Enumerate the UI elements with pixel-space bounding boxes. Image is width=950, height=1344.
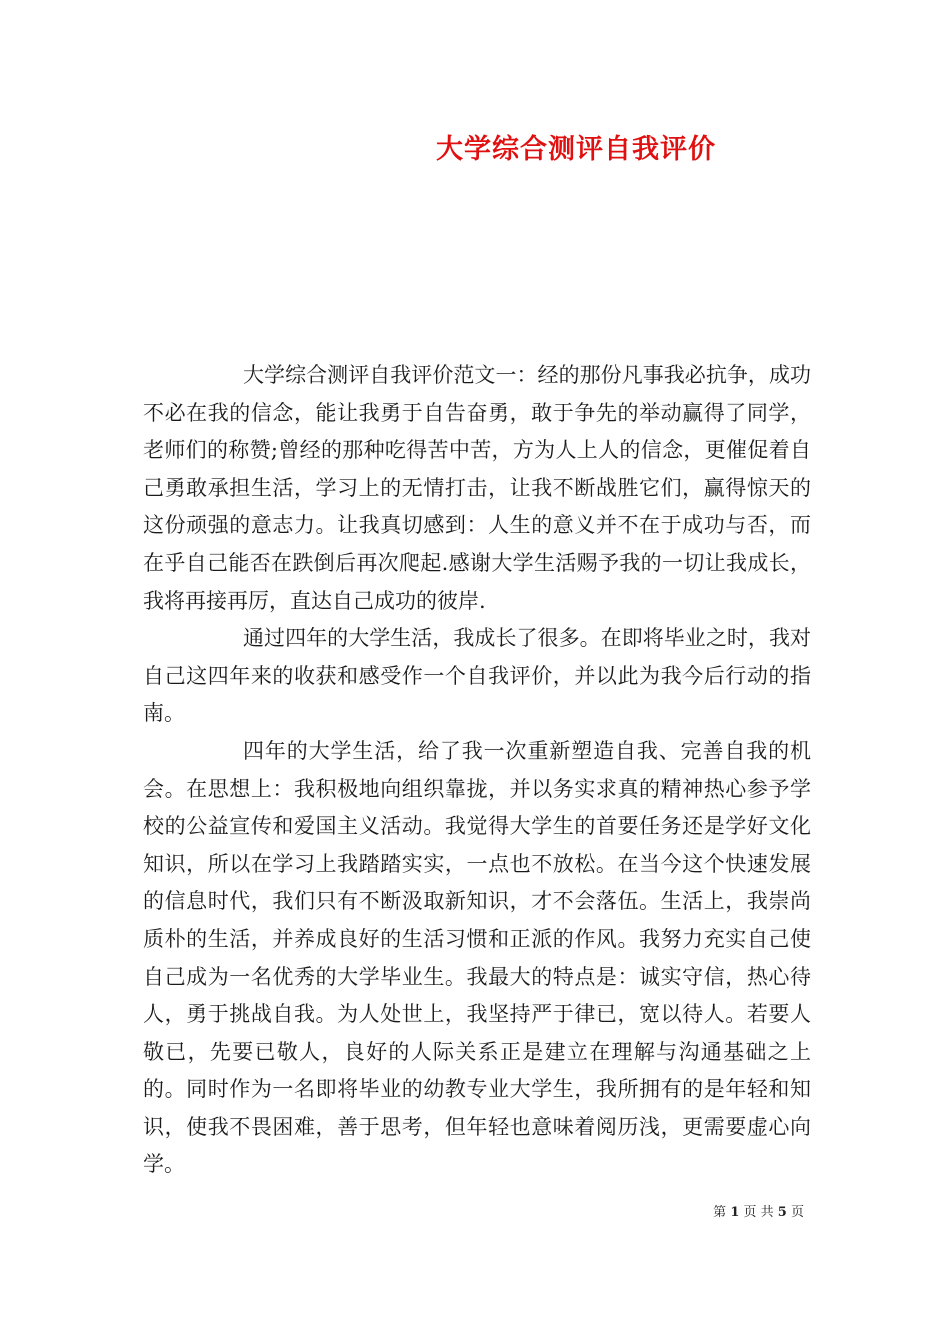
footer-suffix: 页 — [790, 1205, 804, 1220]
document-title: 大学综合测评自我评价 — [436, 134, 716, 165]
paragraph-1: 大学综合测评自我评价范文一：经的那份凡事我必抗争，成功不必在我的信念，能让我勇于自告奋勇，敢于争先的举动赢得了同学，老师们的称赞;曾经的那种吃得苦中苦，方为人上人的信念，更催促着自己勇敢承担生活，学习上的无情打击，让我不断战胜它们，赢得惊天的这份顽强的意志力。让我真切感到：人生的意义并不在于成功与否，而在乎自己能否在跌倒后再次爬起.感谢大学生活赐予我的一切让我成长，我将再接再厉，直达自己成功的彼岸. — [143, 363, 811, 613]
footer-total-pages: 5 — [777, 1205, 787, 1220]
paragraph-2: 通过四年的大学生活，我成长了很多。在即将毕业之时，我对自己这四年来的收获和感受作一个自我评价，并以此为我今后行动的指南。 — [143, 626, 811, 726]
document-body — [143, 357, 811, 1184]
page-footer — [713, 1204, 804, 1222]
paragraph-3: 四年的大学生活，给了我一次重新塑造自我、完善自我的机会。在思想上：我积极地向组织靠拢，并以务实求真的精神热心参予学校的公益宣传和爱国主义活动。我觉得大学生的首要任务还是学好文化知识，所以在学习上我踏踏实实，一点也不放松。在当今这个快速发展的信息时代，我们只有不断汲取新知识，才不会落伍。生活上，我崇尚质朴的生活，并养成良好的生活习惯和正派的作风。我努力充实自己使自己成为一名优秀的大学毕业生。我最大的特点是：诚实守信，热心待人，勇于挑战自我。为人处世上，我坚持严于律已，宽以待人。若要人敬已，先要已敬人，良好的人际关系正是建立在理解与沟通基础之上的。同时作为一名即将毕业的幼教专业大学生，我所拥有的是年轻和知识，使我不畏困难，善于思考，但年轻也意味着阅历浅，更需要虚心向学。 — [143, 738, 811, 1177]
footer-current-page: 1 — [730, 1205, 740, 1220]
footer-prefix: 第 — [713, 1205, 727, 1220]
footer-middle: 页 共 — [743, 1205, 774, 1220]
